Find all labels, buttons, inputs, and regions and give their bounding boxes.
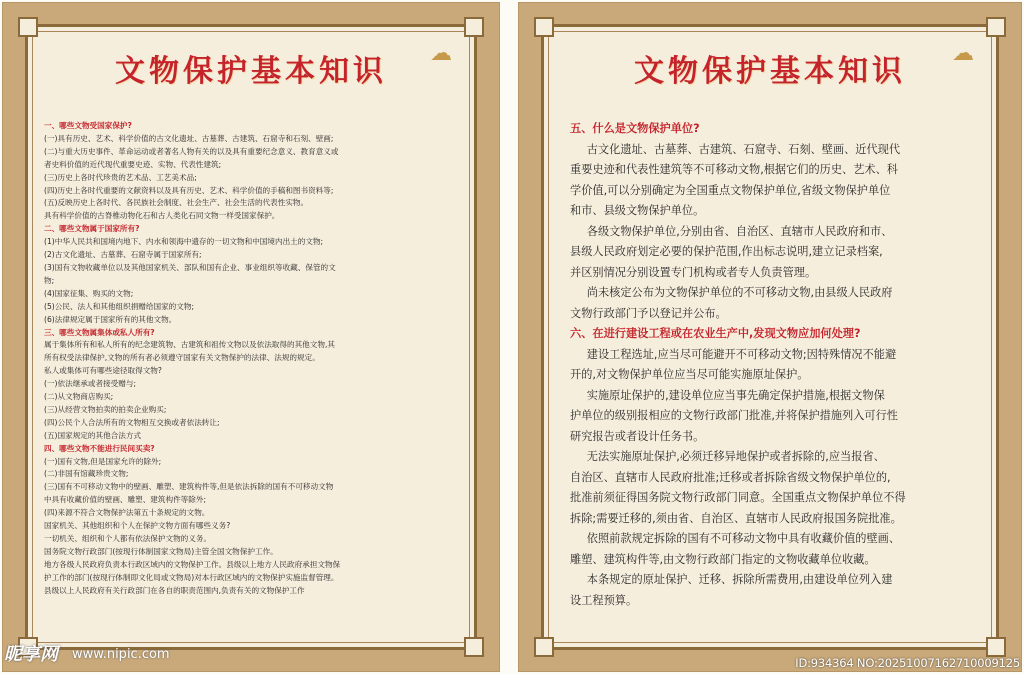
text-line: (三)国有不可移动文物中的壁画、雕塑、建筑构件等,但是依法拆除的国有不可移动文物: [44, 482, 334, 492]
cloud-ornament-icon: ☁: [430, 41, 452, 66]
watermark-logo: 昵享网: [4, 644, 58, 665]
text-line: 各级文物保护单位,分别由省、自治区、直辖市人民政府和市、: [586, 224, 893, 238]
text-line: 者史料价值的近代现代重要史迹、实物、代表性建筑;: [44, 159, 222, 169]
text-line: 属于集体所有和私人所有的纪念建筑物、古建筑和祖传文物以及依法取得的其他文物,其: [44, 340, 335, 350]
text-line: 开的,对文物保护单位应当尽可能实施原址保护。: [570, 368, 809, 381]
text-line: (1)中华人民共和国境内地下、内水和领海中遗存的一切文物和中国境内出土的文物;: [44, 237, 324, 247]
text-line: (2)古文化遗址、古墓葬、石窟寺属于国家所有;: [44, 250, 202, 260]
text-line: 研究报告或者设计任务书。: [570, 429, 705, 443]
frame-corner: [464, 17, 484, 37]
text-line: (一)国有文物,但是国家允许的除外;: [44, 456, 162, 466]
text-line: 批准前须征得国务院文物行政部门同意。全国重点文物保护单位不得: [570, 491, 906, 504]
text-line: 实施原址保护的,建设单位应当事先确定保护措施,根据文物保: [586, 388, 885, 402]
text-line: (二)与重大历史事件、革命运动或者著名人物有关的以及具有重要纪念意义、教育意义或: [44, 146, 339, 156]
text-line: (一)依法继承或者接受赠与;: [44, 379, 137, 389]
text-line: (二)从文物商店购买;: [44, 392, 114, 402]
text-line: 学价值,可以分别确定为全国重点文物保护单位,省级文物保护单位: [570, 183, 891, 197]
text-line: 国家机关、其他组织和个人在保护文物方面有哪些义务?: [44, 521, 231, 531]
text-line: 物;: [44, 275, 55, 285]
text-line: 拆除;需要迁移的,须由省、自治区、直辖市人民政府报国务院批准。: [570, 511, 902, 525]
text-line: (一)具有历史、艺术、科学价值的古文化遗址、古墓葬、古建筑、石窟寺和石刻、壁画;: [44, 133, 334, 143]
text-line: (五)反映历史上各时代、各民族社会制度、社会生产、社会生活的代表性实物。: [44, 198, 309, 208]
text-line: 建设工程选址,应当尽可能避开不可移动文物;因特殊情况不能避: [586, 347, 897, 361]
cloud-ornament-icon: ☁: [952, 41, 974, 66]
text-line: 中具有收藏价值的壁画、雕塑、建筑构件等除外;: [44, 495, 207, 505]
text-line: 雕塑、建筑构件等,由文物行政部门指定的文物收藏单位收藏。: [570, 552, 876, 566]
frame-corner: [464, 637, 484, 657]
text-line: 依照前款规定拆除的国有不可移动文物中具有收藏价值的壁画、: [586, 532, 901, 545]
text-line: 尚未核定公布为文物保护单位的不可移动文物,由县级人民政府: [586, 286, 893, 299]
text-line: (3)国有文物收藏单位以及其他国家机关、部队和国有企业、事业组织等收藏、保管的文: [44, 262, 336, 272]
text-line: 国务院文物行政部门(按现行体制国家文物局)主管全国文物保护工作。: [44, 546, 278, 556]
text-line: 设工程预算。: [570, 593, 638, 607]
text-line: (四)公民个人合法所有的文物相互交换或者依法转让;: [44, 417, 220, 427]
text-line: (二)非国有馆藏珍贵文物;: [44, 469, 129, 479]
frame-corner: [534, 637, 554, 657]
watermark-id: ID:934364 NO:20251007162710009125: [795, 656, 1020, 670]
frame-corner: [986, 637, 1006, 657]
text-line: 一切机关、组织和个人都有依法保护文物的义务。: [44, 534, 212, 543]
text-line: 所有权受法律保护,文物的所有者必须遵守国家有关文物保护的法律、法规的规定。: [44, 353, 320, 363]
text-line: (5)公民、法人和其他组织捐赠给国家的文物;: [44, 301, 195, 311]
poster-body: [44, 120, 462, 598]
text-line: 具有科学价值的古脊椎动物化石和古人类化石同文物一样受国家保护。: [44, 211, 280, 221]
text-line: 并区别情况分别设置专门机构或者专人负责管理。: [570, 265, 817, 279]
text-line: (三)从经营文物拍卖的拍卖企业购买;: [44, 404, 167, 414]
poster-title: 文物保护基本知识: [115, 54, 387, 89]
text-line: 自治区、直辖市人民政府批准;迁移或者拆除省级文物保护单位的,: [570, 470, 891, 484]
text-line: 地方各级人民政府负责本行政区域内的文物保护工作。县级以上地方人民政府承担文物保: [44, 559, 341, 569]
text-line: 无法实施原址保护,必须迁移异地保护或者拆除的,应当报省、: [586, 450, 885, 463]
frame-corner: [986, 17, 1006, 37]
poster-right: [518, 2, 1022, 672]
text-line: 护单位的级别报相应的文物行政部门批准,并将保护措施列入可行性: [570, 409, 898, 422]
poster-left: [2, 2, 500, 672]
text-line: (三)历史上各时代珍贵的艺术品、工艺美术品;: [44, 172, 197, 182]
text-line: 和市、县级文物保护单位。: [570, 204, 705, 217]
text-line: 重要史迹和代表性建筑等不可移动文物,根据它们的历史、艺术、科: [570, 163, 898, 176]
watermark-url: www.nipic.com: [72, 647, 170, 662]
frame-corner: [18, 17, 38, 37]
section-heading: 二、哪些文物属于国家所有?: [44, 224, 140, 234]
text-line: 护工作的部门(按现行体制即文化局或文物局)对本行政区域内的文物保护实施监督管理。: [44, 572, 339, 582]
poster-title: 文物保护基本知识: [634, 54, 906, 89]
text-line: (四)来源不符合文物保护法第五十条规定的文物。: [44, 508, 210, 518]
poster-body: [570, 119, 982, 611]
frame-corner: [534, 17, 554, 37]
section-heading: 三、哪些文物属集体或私人所有?: [44, 327, 155, 337]
text-line: (四)历史上各时代重要的文献资料以及具有历史、艺术、科学价值的手稿和图书资料等;: [44, 185, 334, 195]
text-line: 本条规定的原址保护、迁移、拆除所需费用,由建设单位列入建: [586, 573, 893, 586]
text-line: 古文化遗址、古墓葬、古建筑、石窟寺、石刻、壁画、近代现代: [586, 142, 901, 156]
text-line: 文物行政部门予以登记并公布。: [570, 306, 727, 320]
text-line: (6)法律规定属于国家所有的其他文物。: [44, 314, 177, 324]
text-line: (4)国家征集、购买的文物;: [44, 288, 134, 298]
section-heading: 六、在进行建设工程或在农业生产中,发现文物应加何处理?: [570, 327, 861, 340]
text-line: 县级以上人民政府有关行政部门在各自的职责范围内,负责有关的文物保护工作: [44, 585, 305, 595]
text-line: (五)国家规定的其他合法方式: [44, 430, 142, 440]
text-line: 私人或集体可有哪些途径取得文物?: [44, 366, 162, 376]
section-heading: 四、哪些文物不能进行民间买卖?: [44, 443, 155, 453]
section-heading: 一、哪些文物受国家保护?: [44, 121, 132, 130]
text-line: 县级人民政府划定必要的保护范围,作出标志说明,建立记录档案,: [570, 245, 883, 258]
section-heading: 五、什么是文物保护单位?: [570, 122, 700, 135]
